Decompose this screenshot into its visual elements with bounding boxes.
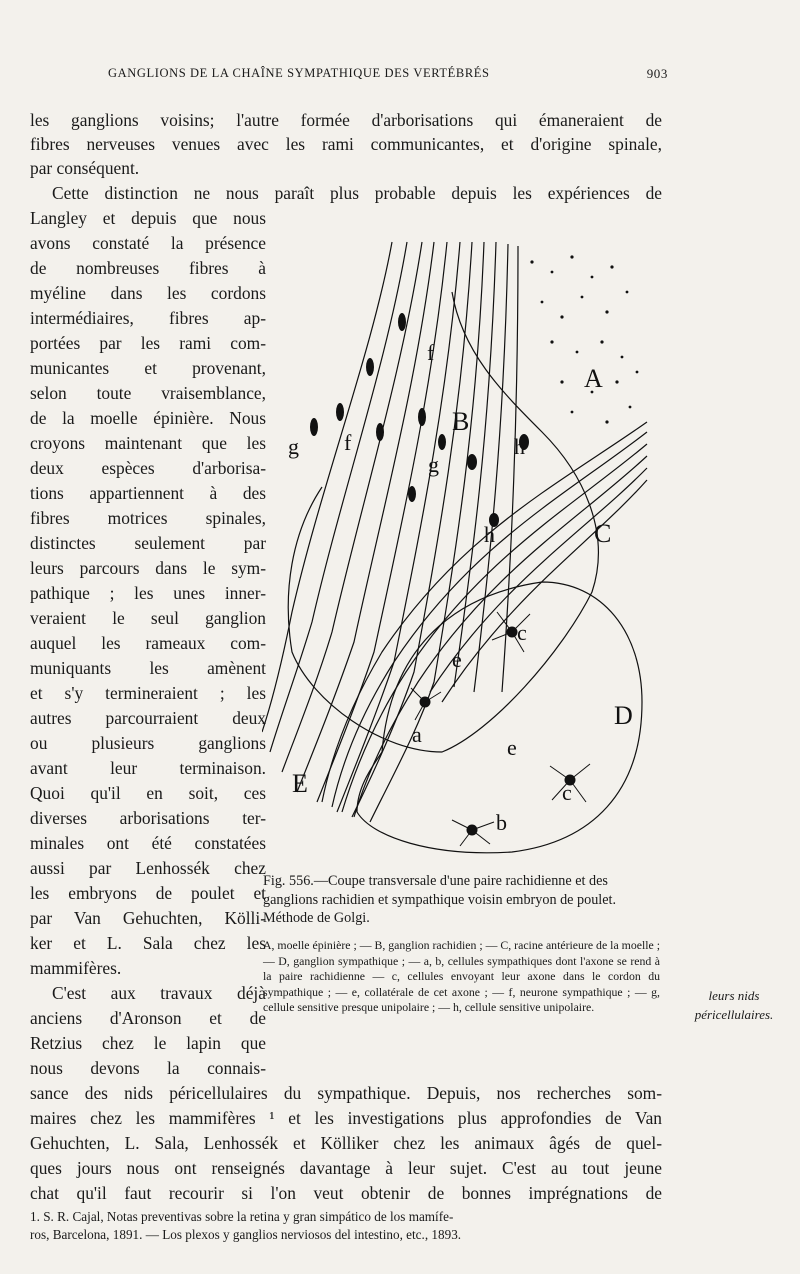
body-line: selon toute vraisemblance,: [30, 383, 266, 403]
figure-caption: [263, 872, 660, 1015]
body-line: les ganglions voisins; l'autre formée d'arborisations qui émaneraient de: [30, 110, 662, 130]
fig-label-A: A: [584, 364, 603, 393]
page-number: 903: [646, 66, 668, 81]
fig-label-C: C: [594, 519, 612, 548]
body-line: municantes et provenant,: [30, 358, 266, 378]
body-line: Retzius chez le lapin que: [30, 1033, 266, 1053]
body-line: nous devons la connais-: [30, 1058, 266, 1078]
fig-label-B: B: [452, 407, 470, 436]
body-line: et s'y termineraient ; les: [30, 683, 266, 703]
body-line: fibres motrices spinales,: [30, 508, 266, 528]
body-line: autres parcourraient deux: [30, 708, 266, 728]
footnote-line: 1. S. R. Cajal, Notas preventivas sobre la retina y gran simpático de los mamífe-: [30, 1209, 454, 1224]
fig-label-g1: g: [288, 434, 299, 459]
body-line: Langley et depuis que nous: [30, 208, 266, 228]
fig-label-f2: f: [344, 430, 352, 455]
body-line: ou plusieurs ganglions: [30, 733, 266, 753]
fig-label-g2: g: [428, 452, 439, 477]
fig-label-h2: h: [484, 522, 495, 547]
body-line: mammifères.: [30, 958, 122, 978]
body-line: de nombreuses fibres à: [30, 258, 266, 278]
fig-label-e2: e: [507, 735, 517, 760]
body-line: avons constaté la présence: [30, 233, 266, 253]
body-line: diverses arborisations ter-: [30, 808, 266, 828]
body-line: avant leur terminaison.: [30, 758, 266, 778]
ganglion-cells: [310, 313, 529, 527]
body-line: muniquants les amènent: [30, 658, 266, 678]
body-line-indented: Cette distinction ne nous paraît plus probable depuis les expériences de: [52, 183, 662, 203]
body-line: auquel les rameaux com-: [30, 633, 266, 653]
footnote-line: ros, Barcelona, 1891. — Los plexos y ganglios nerviosos del intestino, etc., 1893.: [30, 1227, 462, 1242]
body-line: Quoi qu'il en soit, ces: [30, 783, 266, 803]
fig-label-c2: c: [562, 780, 572, 805]
body-line: sance des nids péricellulaires du sympathique. Depuis, nos recherches som-: [30, 1083, 662, 1103]
fig-label-E: E: [292, 769, 308, 798]
body-line: intermédiaires, fibres ap-: [30, 308, 266, 328]
body-line: maires chez les mammifères ¹ et les investigations plus approfondies de Van: [30, 1108, 662, 1128]
body-line: fibres nerveuses venues avec les rami communicantes, et d'origine spinale,: [30, 134, 662, 154]
body-line: distinctes seulement par: [30, 533, 266, 553]
body-line: veraient le seul ganglion: [30, 608, 266, 628]
fig-label-b: b: [496, 810, 507, 835]
body-line: chat qu'il faut recourir si l'on veut obtenir de bonnes imprégnations de: [30, 1183, 662, 1203]
caption-legend: A, moelle épinière ; — B, ganglion rachidien ; — C, racine antérieure de la moelle ; — D, ganglion sympathique ; — a, b, cellules sympathiques dont l'axone se rend à la paire rachidienne — c, cellules envoyant leur axone dans le cordon du sympathique ; — e, collatérale de cet axone ; — f, neurone sympathique ; — g, cellule sensitive presque unipolaire ; — h, cellule sensitive unipolaire.: [263, 938, 660, 1015]
body-line: de la moelle épinière. Nous: [30, 408, 266, 428]
body-line-indented: C'est aux travaux déjà: [52, 983, 266, 1003]
body-line: pathique ; les unes inner-: [30, 583, 266, 603]
body-line: minales ont été constatées: [30, 833, 266, 853]
fig-label-f1: f: [427, 340, 435, 365]
body-line: deux espèces d'arborisa-: [30, 458, 266, 478]
body-line: tions appartiennent à des: [30, 483, 266, 503]
body-line: aussi par Lenhossék chez: [30, 858, 266, 878]
body-line: croyons maintenant que les: [30, 433, 266, 453]
spinal-cord-dots: [530, 255, 638, 423]
body-line: myéline dans les cordons: [30, 283, 266, 303]
margin-note: leurs nids péricellulaires.: [694, 988, 774, 1022]
running-head-title: GANGLIONS DE LA CHAÎNE SYMPATHIQUE DES VERTÉBRÉS: [108, 66, 490, 80]
body-line: ques jours nous ont renseignés davantage à leur sujet. C'est au tout jeune: [30, 1158, 662, 1178]
figure-illustration: [262, 232, 660, 860]
caption-title: Fig. 556.—Coupe transversale d'une paire rachidienne et des ganglions rachidien et sympathique voisin embryon de poulet. Méthode de Golgi.: [263, 873, 617, 927]
figure-556: [262, 232, 660, 860]
body-line: par conséquent.: [30, 158, 140, 178]
body-line: Gehuchten, L. Sala, Lenhossék et Kölliker chez les animaux âgés de quel-: [30, 1133, 662, 1153]
body-line: anciens d'Aronson et de: [30, 1008, 266, 1028]
fig-label-a: a: [412, 722, 422, 747]
fig-label-c1: c: [517, 620, 527, 645]
body-line: portées par les rami com-: [30, 333, 266, 353]
fig-label-h1: h: [514, 434, 525, 459]
body-line: les embryons de poulet et: [30, 883, 266, 903]
body-line: leurs parcours dans le sym-: [30, 558, 266, 578]
body-line: ker et L. Sala chez les: [30, 933, 266, 953]
body-line: par Van Gehuchten, Kölli-: [30, 908, 266, 928]
fig-label-e1: e: [452, 647, 462, 672]
fig-label-D: D: [614, 701, 633, 730]
